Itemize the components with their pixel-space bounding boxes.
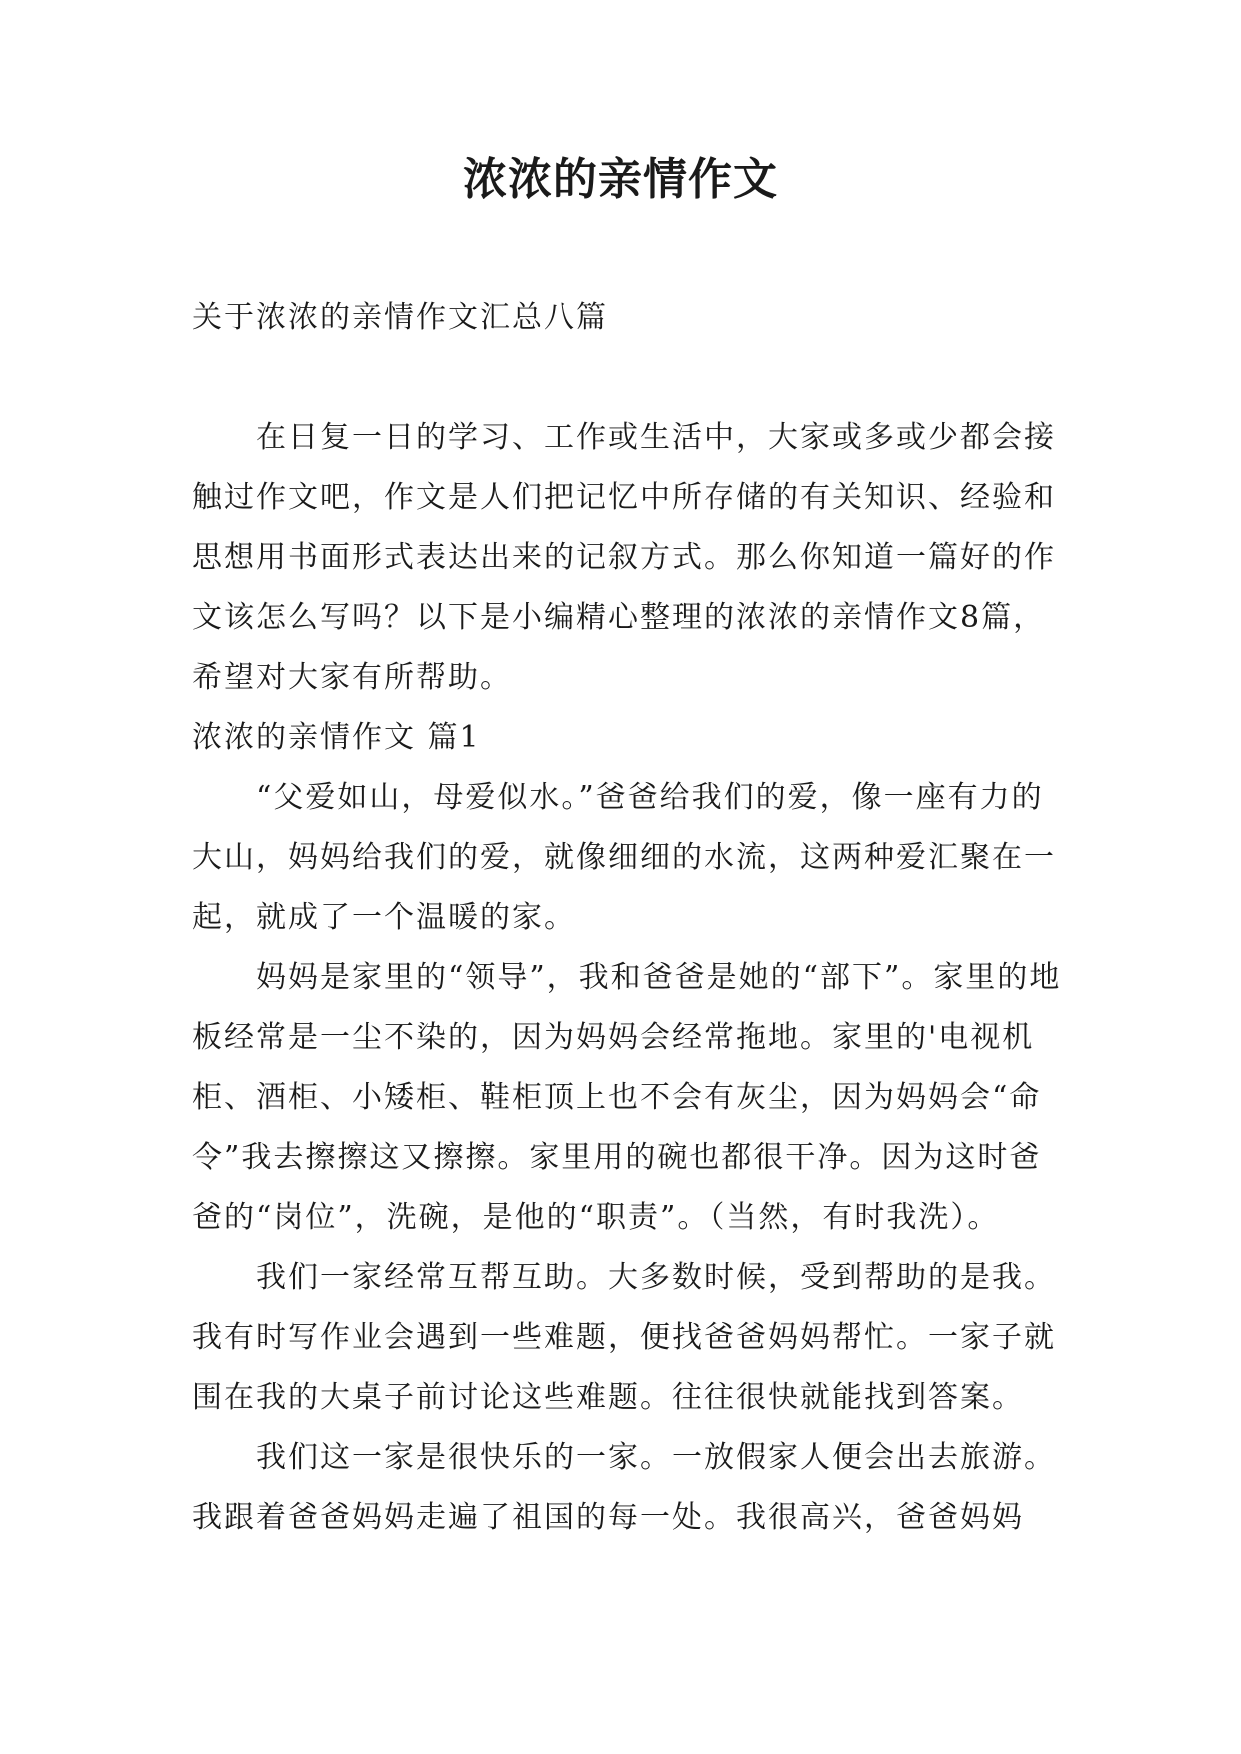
document-title: 浓浓的亲情作文: [463, 154, 778, 205]
blank-line: [192, 348, 1062, 408]
body-paragraph-4: 我们这一家是很快乐的一家。一放假家人便会出去旅游。我跟着爸爸妈妈走遍了祖国的每一处。我很高兴，爸爸妈妈: [192, 1440, 1056, 1535]
body-paragraph-2: 妈妈是家里的“领导”，我和爸爸是她的“部下”。家里的地板经常是一尘不染的，因为妈妈会经常拖地。家里的'电视机柜、酒柜、小矮柜、鞋柜顶上也不会有灰尘，因为妈妈会“命令”我去擦擦这又擦擦。家里用的碗也都很干净。因为这时爸爸的“岗位”，洗碗，是他的“职责”。（当然，有时我洗）。: [192, 960, 1062, 1235]
intro-paragraph: 在日复一日的学习、工作或生活中，大家或多或少都会接触过作文吧，作文是人们把记忆中所存储的有关知识、经验和思想用书面形式表达出来的记叙方式。那么你知道一篇好的作文该怎么写吗？以下是小编精心整理的浓浓的亲情作文8篇，希望对大家有所帮助。: [192, 420, 1056, 695]
document-body: [192, 288, 1062, 1548]
body-paragraph-3: 我们一家经常互帮互助。大多数时候，受到帮助的是我。我有时写作业会遇到一些难题，便找爸爸妈妈帮忙。一家子就围在我的大桌子前讨论这些难题。往往很快就能找到答案。: [192, 1260, 1056, 1415]
section-heading: 浓浓的亲情作文 篇1: [192, 720, 481, 755]
document-subtitle: 关于浓浓的亲情作文汇总八篇: [192, 300, 608, 335]
body-paragraph-1: “父爱如山，母爱似水。”爸爸给我们的爱，像一座有力的大山，妈妈给我们的爱，就像细细的水流，这两种爱汇聚在一起，就成了一个温暖的家。: [192, 780, 1056, 935]
